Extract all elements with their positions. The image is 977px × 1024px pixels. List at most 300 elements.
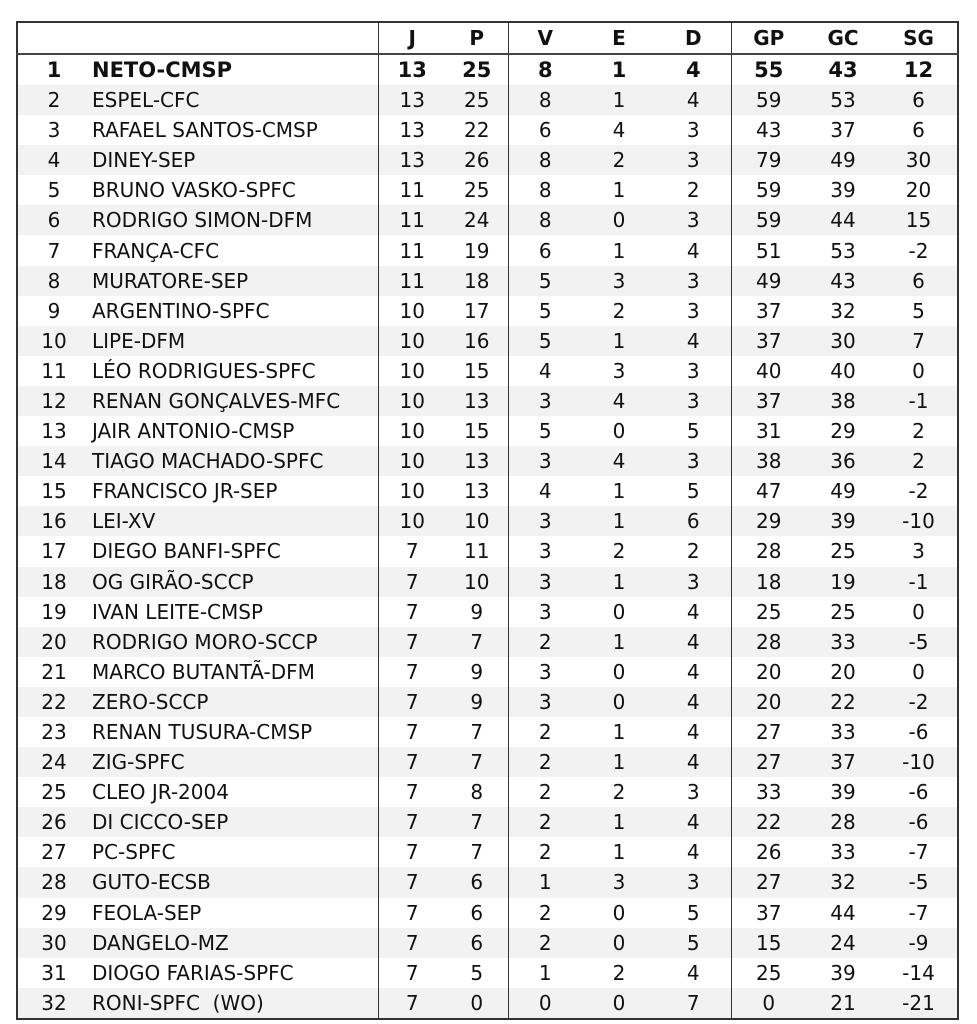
rank-cell: 29 [41, 900, 67, 925]
goal-difference-cell: -21 [880, 988, 958, 1019]
points-cell: 19 [464, 238, 490, 263]
goals-for-cell: 28 [731, 536, 806, 566]
wins-cell: 5 [508, 416, 582, 446]
rank-cell: 7 [47, 238, 61, 263]
goal-difference-cell: 7 [880, 326, 958, 356]
goals-against-cell: 24 [806, 928, 880, 958]
goal-difference-cell: -9 [880, 928, 958, 958]
points-cell: 22 [464, 118, 490, 143]
points-cell: 9 [446, 687, 508, 717]
losses-cell: 4 [656, 807, 731, 837]
losses-cell: 3 [656, 567, 731, 597]
goal-difference-cell: -6 [908, 720, 929, 745]
header-row [17, 22, 958, 54]
goal-difference-cell: -1 [880, 386, 958, 416]
wins-cell: 2 [508, 837, 582, 867]
wins-cell: 3 [508, 506, 582, 536]
losses-cell: 4 [656, 687, 731, 717]
player-name-cell: DIOGO FARIAS-SPFC [92, 960, 294, 985]
table-row [17, 867, 958, 897]
draws-cell: 4 [582, 386, 656, 416]
player-name-cell: TIAGO MACHADO-SPFC [90, 446, 378, 476]
rank-cell: 10 [17, 326, 90, 356]
losses-cell: 3 [656, 386, 731, 416]
points-cell: 6 [470, 900, 484, 925]
draws-cell: 1 [612, 238, 626, 263]
draws-cell: 0 [582, 205, 656, 235]
goals-for-cell: 26 [731, 837, 806, 867]
games-cell: 7 [378, 958, 446, 988]
goal-difference-cell: -10 [880, 506, 958, 536]
draws-cell: 0 [612, 599, 626, 624]
table-row [17, 205, 958, 235]
header-sg: SG [880, 22, 958, 54]
losses-cell: 3 [656, 867, 731, 897]
points-cell: 7 [446, 747, 508, 777]
goal-difference-cell: 0 [912, 358, 925, 383]
wins-cell: 5 [508, 266, 582, 296]
games-cell: 10 [378, 386, 446, 416]
wins-cell: 8 [508, 145, 582, 175]
goals-against-cell: 44 [830, 900, 856, 925]
table-row [17, 717, 958, 747]
goals-against-cell: 32 [830, 298, 856, 323]
wins-cell: 2 [508, 928, 582, 958]
wins-cell: 2 [508, 898, 582, 928]
games-cell: 10 [378, 296, 446, 326]
losses-cell: 4 [686, 840, 700, 865]
draws-cell: 1 [582, 627, 656, 657]
rank-cell: 30 [17, 928, 90, 958]
player-name-cell: CLEO JR-2004 [92, 780, 229, 805]
goal-difference-cell: -2 [908, 238, 929, 263]
rank-cell: 11 [41, 358, 67, 383]
goals-for-cell: 40 [731, 356, 806, 386]
losses-cell: 6 [656, 506, 731, 536]
goals-against-cell: 19 [806, 567, 880, 597]
points-cell: 7 [446, 627, 508, 657]
player-name-cell: FEOLA-SEP [92, 900, 202, 925]
losses-cell: 3 [656, 145, 731, 175]
games-cell: 10 [378, 476, 446, 506]
goals-against-cell: 29 [830, 419, 856, 444]
wins-cell: 5 [508, 326, 582, 356]
rank-cell: 12 [17, 386, 90, 416]
goal-difference-cell: -2 [880, 687, 958, 717]
points-cell: 5 [470, 960, 484, 985]
wins-cell: 4 [508, 476, 582, 506]
draws-cell: 2 [612, 960, 626, 985]
goals-against-cell: 40 [830, 358, 856, 383]
losses-cell: 4 [686, 599, 700, 624]
goal-difference-cell: -1 [880, 567, 958, 597]
table-row [17, 597, 958, 627]
wins-cell: 2 [508, 777, 582, 807]
games-cell: 7 [378, 988, 446, 1019]
draws-cell: 0 [612, 659, 626, 684]
losses-cell: 3 [686, 298, 700, 323]
losses-cell: 5 [656, 928, 731, 958]
wins-cell: 3 [508, 687, 582, 717]
rank-cell: 23 [41, 720, 67, 745]
wins-cell: 8 [508, 85, 582, 115]
goals-against-cell: 22 [806, 687, 880, 717]
goals-against-cell: 30 [806, 326, 880, 356]
draws-cell: 1 [582, 747, 656, 777]
losses-cell: 4 [656, 627, 731, 657]
goal-difference-cell: 6 [880, 266, 958, 296]
player-name-cell: GUTO-ECSB [90, 867, 378, 897]
player-name-cell: ESPEL-CFC [90, 85, 378, 115]
losses-cell: 4 [686, 720, 700, 745]
goals-for-cell: 47 [731, 476, 806, 506]
player-name-cell: FRANCISCO JR-SEP [92, 479, 278, 504]
rank-cell: 8 [17, 266, 90, 296]
wins-cell: 3 [508, 597, 582, 627]
games-cell: 7 [378, 867, 446, 897]
games-cell: 11 [378, 205, 446, 235]
points-cell: 18 [446, 266, 508, 296]
goals-against-cell: 25 [830, 539, 856, 564]
table-row [17, 386, 958, 416]
goals-for-cell: 37 [731, 898, 806, 928]
table-row [17, 657, 958, 687]
wins-cell: 8 [508, 54, 582, 85]
goals-for-cell: 27 [731, 747, 806, 777]
games-cell: 10 [378, 446, 446, 476]
losses-cell: 2 [686, 178, 700, 203]
rank-cell: 19 [41, 599, 67, 624]
draws-cell: 1 [582, 506, 656, 536]
rank-cell: 27 [41, 840, 67, 865]
goals-for-cell: 25 [731, 958, 806, 988]
player-name-cell: RAFAEL SANTOS-CMSP [92, 118, 318, 143]
points-cell: 0 [446, 988, 508, 1019]
points-cell: 16 [446, 326, 508, 356]
points-cell: 13 [446, 446, 508, 476]
wins-cell: 1 [508, 958, 582, 988]
header-v: V [508, 22, 582, 54]
header-e: E [582, 22, 656, 54]
losses-cell: 5 [686, 900, 700, 925]
losses-cell: 3 [656, 446, 731, 476]
goals-for-cell: 55 [731, 54, 806, 85]
player-name-cell: DINEY-SEP [90, 145, 378, 175]
losses-cell: 7 [656, 988, 731, 1019]
games-cell: 10 [378, 356, 446, 386]
goals-against-cell: 28 [806, 807, 880, 837]
player-name-cell: LÉO RODRIGUES-SPFC [92, 358, 316, 383]
table-row [17, 747, 958, 777]
losses-cell: 2 [686, 539, 700, 564]
table-row [17, 145, 958, 175]
losses-cell: 4 [656, 747, 731, 777]
goal-difference-cell: 5 [912, 298, 925, 323]
goals-against-cell: 49 [830, 479, 856, 504]
games-cell: 13 [378, 115, 446, 145]
wins-cell: 8 [508, 205, 582, 235]
games-cell: 7 [378, 747, 446, 777]
goals-for-cell: 43 [731, 115, 806, 145]
games-cell: 7 [378, 567, 446, 597]
losses-cell: 4 [686, 238, 700, 263]
goals-for-cell: 22 [731, 807, 806, 837]
player-name-cell: DI CICCO-SEP [90, 807, 378, 837]
draws-cell: 4 [582, 446, 656, 476]
wins-cell: 6 [508, 115, 582, 145]
goal-difference-cell: -14 [902, 960, 935, 985]
goals-for-cell: 37 [731, 326, 806, 356]
points-cell: 7 [470, 720, 484, 745]
table-row [17, 54, 958, 85]
points-cell: 7 [470, 840, 484, 865]
header-gc: GC [806, 22, 880, 54]
table-row [17, 356, 958, 386]
goals-against-cell: 33 [830, 840, 856, 865]
draws-cell: 1 [612, 178, 626, 203]
player-name-cell: OG GIRÃO-SCCP [90, 567, 378, 597]
losses-cell: 3 [656, 266, 731, 296]
wins-cell: 6 [508, 235, 582, 265]
goals-for-cell: 49 [731, 266, 806, 296]
draws-cell: 1 [612, 479, 626, 504]
player-name-cell: RODRIGO SIMON-DFM [90, 205, 378, 235]
rank-cell: 13 [41, 419, 67, 444]
rank-cell: 25 [41, 780, 67, 805]
draws-cell: 3 [612, 358, 626, 383]
draws-cell: 1 [582, 567, 656, 597]
goals-against-cell: 43 [828, 58, 858, 82]
player-name-cell: BRUNO VASKO-SPFC [92, 178, 296, 203]
player-name-cell: JAIR ANTONIO-CMSP [92, 419, 295, 444]
table-row [17, 687, 958, 717]
games-cell: 11 [378, 175, 446, 205]
table-row [17, 326, 958, 356]
header-rank [17, 22, 90, 54]
goal-difference-cell: 6 [912, 118, 925, 143]
player-name-cell: RONI-SPFC (WO) [90, 988, 378, 1019]
games-cell: 7 [378, 807, 446, 837]
player-name-cell: FRANÇA-CFC [92, 238, 220, 263]
header-p: P [446, 22, 508, 54]
losses-cell: 4 [685, 58, 701, 82]
table-row [17, 536, 958, 566]
goal-difference-cell: -7 [908, 840, 929, 865]
goals-against-cell: 49 [806, 145, 880, 175]
goal-difference-cell: 15 [880, 205, 958, 235]
goal-difference-cell: 20 [905, 178, 932, 203]
table-row [17, 958, 958, 988]
goals-for-cell: 51 [731, 235, 806, 265]
draws-cell: 3 [582, 867, 656, 897]
draws-cell: 0 [612, 419, 626, 444]
games-cell: 11 [378, 235, 446, 265]
points-cell: 13 [464, 479, 490, 504]
goal-difference-cell: 2 [912, 419, 925, 444]
points-cell: 15 [464, 358, 490, 383]
points-cell: 25 [462, 58, 492, 82]
draws-cell: 4 [612, 118, 626, 143]
wins-cell: 3 [508, 386, 582, 416]
goals-for-cell: 29 [731, 506, 806, 536]
goals-for-cell: 59 [731, 205, 806, 235]
goals-for-cell: 28 [731, 627, 806, 657]
player-name-cell: RENAN TUSURA-CMSP [92, 720, 313, 745]
goal-difference-cell: -5 [880, 627, 958, 657]
goal-difference-cell: -10 [880, 747, 958, 777]
losses-cell: 5 [686, 419, 700, 444]
games-cell: 7 [378, 687, 446, 717]
games-cell: 13 [378, 85, 446, 115]
points-cell: 10 [446, 506, 508, 536]
games-cell: 10 [378, 506, 446, 536]
rank-cell: 6 [17, 205, 90, 235]
player-name-cell: RODRIGO MORO-SCCP [90, 627, 378, 657]
player-name-cell: MARCO BUTANTÃ-DFM [92, 659, 315, 684]
goal-difference-cell: 0 [912, 659, 925, 684]
goal-difference-cell: 3 [912, 539, 925, 564]
points-cell: 7 [446, 807, 508, 837]
table-row [17, 807, 958, 837]
header-gp: GP [731, 22, 806, 54]
games-cell: 7 [378, 627, 446, 657]
rank-cell: 21 [41, 659, 67, 684]
draws-cell: 0 [582, 687, 656, 717]
losses-cell: 3 [686, 358, 700, 383]
losses-cell: 3 [656, 205, 731, 235]
rank-cell: 2 [17, 85, 90, 115]
wins-cell: 3 [508, 567, 582, 597]
goal-difference-cell: -2 [908, 479, 929, 504]
rank-cell: 4 [17, 145, 90, 175]
player-name-cell: ZIG-SPFC [90, 747, 378, 777]
rank-cell: 17 [41, 539, 67, 564]
rank-cell: 15 [41, 479, 67, 504]
losses-cell: 4 [686, 960, 700, 985]
goals-against-cell: 53 [806, 85, 880, 115]
goals-for-cell: 59 [731, 175, 806, 205]
losses-cell: 3 [686, 118, 700, 143]
rank-cell: 22 [17, 687, 90, 717]
goals-for-cell: 27 [731, 867, 806, 897]
goal-difference-cell: -6 [908, 780, 929, 805]
table-row [17, 476, 958, 506]
table-row [17, 446, 958, 476]
table-row [17, 296, 958, 326]
draws-cell: 2 [612, 539, 626, 564]
draws-cell: 0 [582, 988, 656, 1019]
goals-against-cell: 39 [830, 780, 856, 805]
goals-for-cell: 38 [731, 446, 806, 476]
games-cell: 7 [378, 717, 446, 747]
losses-cell: 3 [686, 780, 700, 805]
goals-for-cell: 0 [731, 988, 806, 1019]
goals-for-cell: 15 [731, 928, 806, 958]
games-cell: 10 [378, 326, 446, 356]
table-row [17, 506, 958, 536]
points-cell: 25 [446, 85, 508, 115]
goal-difference-cell: 6 [880, 85, 958, 115]
standings-body [17, 54, 958, 1019]
goals-against-cell: 43 [806, 266, 880, 296]
wins-cell: 3 [508, 536, 582, 566]
table-row [17, 777, 958, 807]
draws-cell: 0 [612, 900, 626, 925]
draws-cell: 1 [582, 326, 656, 356]
points-cell: 10 [446, 567, 508, 597]
goals-for-cell: 20 [731, 657, 806, 687]
goals-against-cell: 44 [806, 205, 880, 235]
goal-difference-cell: -6 [880, 807, 958, 837]
goals-for-cell: 59 [731, 85, 806, 115]
table-row [17, 115, 958, 145]
goals-against-cell: 39 [830, 178, 856, 203]
standings-table [16, 21, 959, 1020]
games-cell: 7 [378, 657, 446, 687]
table-row [17, 898, 958, 928]
goal-difference-cell: 30 [880, 145, 958, 175]
goals-for-cell: 33 [731, 777, 806, 807]
wins-cell: 8 [508, 175, 582, 205]
header-name [90, 22, 378, 54]
draws-cell: 2 [582, 145, 656, 175]
points-cell: 6 [446, 867, 508, 897]
goals-for-cell: 37 [731, 386, 806, 416]
points-cell: 9 [470, 599, 484, 624]
rank-cell: 1 [46, 58, 62, 82]
rank-cell: 28 [17, 867, 90, 897]
draws-cell: 1 [582, 85, 656, 115]
goals-for-cell: 25 [731, 597, 806, 627]
draws-cell: 1 [612, 840, 626, 865]
goals-against-cell: 33 [806, 627, 880, 657]
points-cell: 15 [464, 419, 490, 444]
games-cell: 7 [378, 536, 446, 566]
player-name-cell: RENAN GONÇALVES-MFC [90, 386, 378, 416]
table-row [17, 988, 958, 1019]
goal-difference-cell: -5 [880, 867, 958, 897]
player-name-cell: ARGENTINO-SPFC [92, 298, 270, 323]
points-cell: 17 [464, 298, 490, 323]
wins-cell: 2 [508, 807, 582, 837]
goals-against-cell: 25 [830, 599, 856, 624]
rank-cell: 9 [47, 298, 61, 323]
wins-cell: 4 [508, 356, 582, 386]
player-name-cell: ZERO-SCCP [90, 687, 378, 717]
goals-for-cell: 18 [731, 567, 806, 597]
wins-cell: 2 [508, 717, 582, 747]
player-name-cell: PC-SPFC [92, 840, 176, 865]
goals-against-cell: 20 [830, 659, 856, 684]
goals-against-cell: 37 [830, 118, 856, 143]
rank-cell: 26 [17, 807, 90, 837]
player-name-cell: IVAN LEITE-CMSP [92, 599, 264, 624]
wins-cell: 3 [508, 657, 582, 687]
draws-cell: 0 [582, 928, 656, 958]
games-cell: 10 [378, 416, 446, 446]
games-cell: 7 [378, 777, 446, 807]
draws-cell: 1 [582, 807, 656, 837]
player-name-cell: LIPE-DFM [90, 326, 378, 356]
wins-cell: 2 [508, 747, 582, 777]
goals-against-cell: 36 [806, 446, 880, 476]
goals-against-cell: 32 [806, 867, 880, 897]
wins-cell: 1 [508, 867, 582, 897]
goals-for-cell: 37 [731, 296, 806, 326]
player-name-cell: LEI-XV [90, 506, 378, 536]
losses-cell: 4 [656, 326, 731, 356]
games-cell: 7 [378, 837, 446, 867]
